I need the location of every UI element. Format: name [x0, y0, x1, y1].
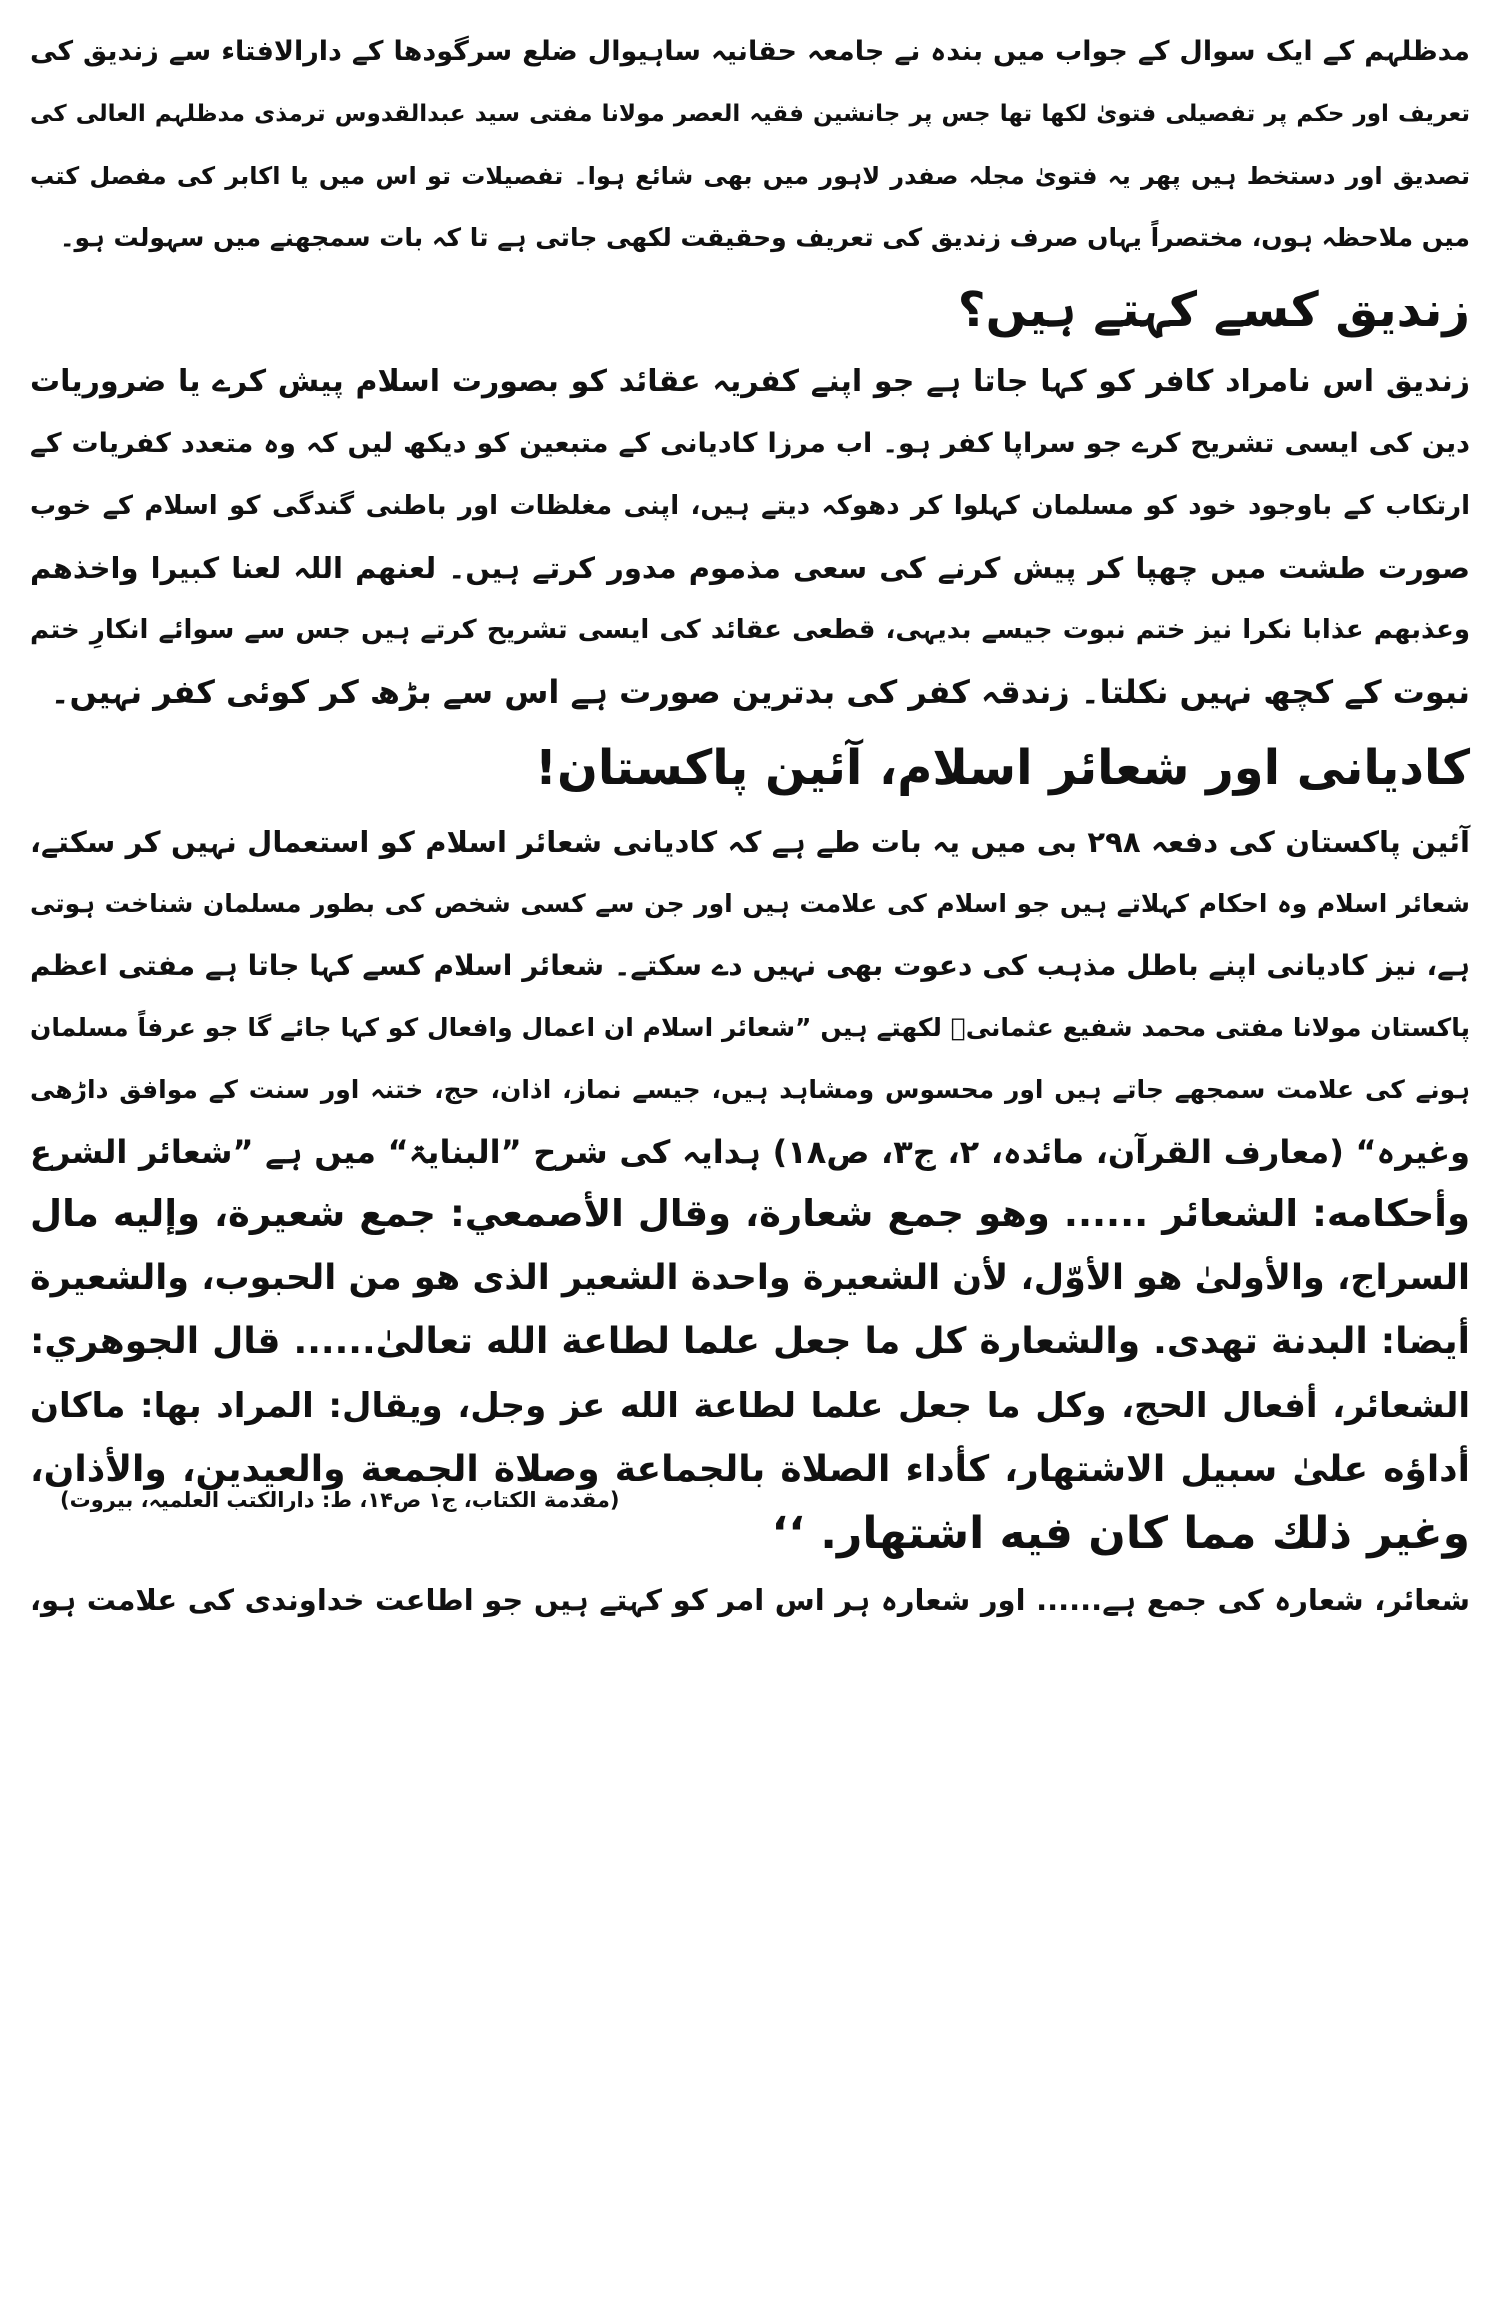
paragraph-line: شعائر اسلام وہ احکام کہلاتے ہیں جو اسلام کی علامت ہیں اور جن سے کسی شخص کی بطور مسلمان شناخت ہوتی [30, 889, 1470, 918]
paragraph-line: پاکستان مولانا مفتی محمد شفیع عثمانیؒ لکھتے ہیں ”شعائر اسلام ان اعمال وافعال کو کہا جائے گا جو عرفاً مسلمان [30, 1013, 1470, 1042]
arabic-quote-line: وغير ذلك مما كان فيه اشتهار. ‘‘ [771, 1508, 1470, 1559]
paragraph-line: ہے، نیز کادیانی اپنے باطل مذہب کی دعوت بھی نہیں دے سکتے۔ شعائر اسلام کسے کہا جاتا ہے مفتی اعظم [30, 949, 1470, 982]
paragraph-line: تصدیق اور دستخط ہیں پھر یہ فتویٰ مجلہ صفدر لاہور میں بھی شائع ہوا۔ تفصیلات تو اس میں یا اکابر کی مفصل کتب [30, 162, 1470, 190]
arabic-quote-line: أداؤه علىٰ سبيل الاشتهار، كأداء الصلاة بالجماعة وصلاة الجمعة والعيدين، والأذان، [30, 1449, 1470, 1490]
section-heading: کادیانی اور شعائر اسلام، آئین پاکستان! [535, 740, 1470, 796]
citation-reference: (مقدمة الكتاب، ج۱ ص۱۴، ط: دارالکتب العلمیہ، بیروت) [60, 1488, 620, 1512]
section-heading: زندیق کسے کہتے ہیں؟ [957, 282, 1470, 338]
arabic-quote-line: أيضا: البدنة تهدى. والشعارة كل ما جعل علما لطاعة الله تعالىٰ...... قال الجوهري: [30, 1321, 1470, 1362]
paragraph-line: شعائر، شعارہ کی جمع ہے...... اور شعارہ ہر اس امر کو کہتے ہیں جو اطاعت خداوندی کی علامت ہو، [30, 1583, 1470, 1617]
paragraph-line: دین کی ایسی تشریح کرے جو سراپا کفر ہو۔ اب مرزا کادیانی کے متبعین کو دیکھ لیں کہ وہ متعدد کفریات کے [30, 428, 1470, 459]
paragraph-line: تعریف اور حکم پر تفصیلی فتویٰ لکھا تھا جس پر جانشین فقیہ العصر مولانا مفتی سید عبدالقدوس ترمذی مدظلہم العالی کی [30, 101, 1470, 127]
paragraph-line: ارتکاب کے باوجود خود کو مسلمان کہلوا کر دھوکہ دیتے ہیں، اپنی مغلظات اور باطنی گندگی کو اسلام کے خوب [30, 491, 1470, 521]
paragraph-line: صورت طشت میں چھپا کر پیش کرنے کی سعی مذموم مدور کرتے ہیں۔ لعنھم اللہ لعنا کبیرا واخذھم [30, 551, 1470, 585]
paragraph-line: زندیق اس نامراد کافر کو کہا جاتا ہے جو اپنے کفریہ عقائد کو بصورت اسلام پیش کرے یا ضروریات [30, 364, 1470, 399]
arabic-quote-line: وأحكامه: الشعائر ...... وهو جمع شعارة، وقال الأصمعي: جمع شعيرة، وإليه مال [30, 1192, 1470, 1235]
arabic-quote-line: الشعائر، أفعال الحج، وكل ما جعل علما لطاعة الله عز وجل، ويقال: المراد بها: ماكان [30, 1386, 1470, 1426]
paragraph-line: آئین پاکستان کی دفعہ ۲۹۸ بی میں یہ بات طے ہے کہ کادیانی شعائر اسلام کو استعمال نہیں کر سکتے، [30, 825, 1470, 859]
paragraph-line: وعذبھم عذابا نکرا نیز ختم نبوت جیسے بدیہی، قطعی عقائد کی ایسی تشریح کرتے ہیں جس سے سوائے انکارِ ختم [30, 615, 1470, 645]
paragraph-line: نبوت کے کچھ نہیں نکلتا۔ زندقہ کفر کی بدترین صورت ہے اس سے بڑھ کر کوئی کفر نہیں۔ [50, 673, 1470, 711]
paragraph-line: میں ملاحظہ ہوں، مختصراً یہاں صرف زندیق کی تعریف وحقیقت لکھی جاتی ہے تا کہ بات سمجھنے میں سہولت ہو۔ [59, 223, 1470, 252]
arabic-quote-line: السراج، والأولىٰ هو الأوّل، لأن الشعيرة واحدة الشعير الذى هو من الحبوب، والشعيرة [30, 1258, 1470, 1298]
paragraph-line: وغیرہ“ (معارف القرآن، مائدہ، ۲، ج۳، ص۱۸) ہدایہ کی شرح ”البنایۃ“ میں ہے ”شعائر الشرع [30, 1133, 1471, 1171]
paragraph-line: مدظلہم کے ایک سوال کے جواب میں بندہ نے جامعہ حقانیہ ساہیوال ضلع سرگودھا کے دارالافتاء سے زندیق کی [30, 36, 1470, 67]
paragraph-line: ہونے کی علامت سمجھے جاتے ہیں اور محسوس ومشاہد ہیں، جیسے نماز، اذان، حج، ختنہ اور سنت کے موافق داڑھی [30, 1075, 1470, 1104]
